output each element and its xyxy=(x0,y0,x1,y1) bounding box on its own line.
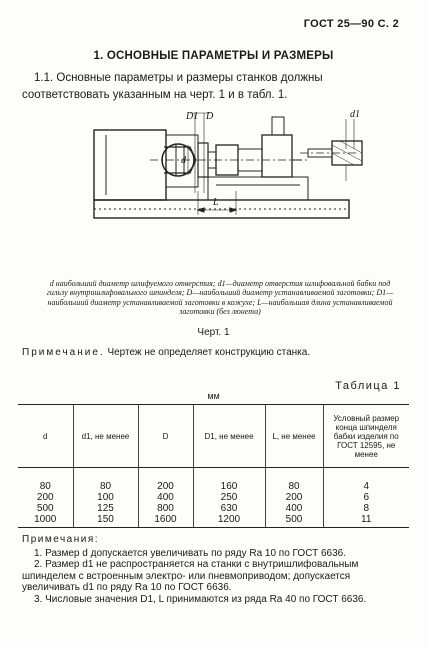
table-row xyxy=(18,503,409,514)
intro-paragraph: 1.1. Основные параметры и размеры станков должны соответствовать указанным на черт. 1 и в табл. 1. xyxy=(22,72,323,101)
table-cell: 200 xyxy=(138,468,193,493)
table-cell: 6 xyxy=(323,492,409,503)
table-cell: 800 xyxy=(138,503,193,514)
table-cell: 200 xyxy=(265,492,323,503)
table-cell: 200 xyxy=(36,492,54,503)
table-cell: 1200 xyxy=(193,514,265,528)
table-row xyxy=(18,468,409,493)
label-d1: d1 xyxy=(350,109,360,120)
note-item: 3. Числовые значения D1, L принимаются из ряда Ra 40 по ГОСТ 6636. xyxy=(34,593,367,605)
table-title: Таблица 1 xyxy=(335,380,401,392)
table-notes xyxy=(22,534,407,605)
drawing-note-label: Примечание. xyxy=(22,347,105,358)
header-d1: d1, не менее xyxy=(73,405,138,468)
table-cell: 500 xyxy=(265,514,323,528)
note-item: 2. Размер d1 не распространяется на станки с внутришлифовальным шпинделем с встроенным электро- или пневмоприводом; допускается увеличивать d1 по ряду Ra 10 по ГОСТ 6636. xyxy=(22,559,359,593)
table-cell: 250 xyxy=(193,492,265,503)
parameters-table xyxy=(18,404,409,528)
table-cell: 500 xyxy=(36,503,54,514)
label-d: d xyxy=(181,155,186,166)
table-cell: 80 xyxy=(39,481,51,492)
table-cell: 80 xyxy=(265,468,323,493)
page-header: ГОСТ 25—90 С. 2 xyxy=(303,18,399,30)
table-header-row xyxy=(18,405,409,468)
table-cell: 100 xyxy=(73,492,138,503)
table-cell: 630 xyxy=(193,503,265,514)
table-cell: 125 xyxy=(73,503,138,514)
machine-drawing xyxy=(40,105,380,250)
label-D1: D1 xyxy=(186,111,199,122)
note-item: 1. Размер d допускается увеличивать по ряду Ra 10 по ГОСТ 6636. xyxy=(34,547,346,559)
headstock-cabinet xyxy=(94,130,166,200)
drawing-note xyxy=(22,347,310,358)
table-cell: 1600 xyxy=(138,514,193,528)
table-cell: 80 xyxy=(73,468,138,493)
table-units: мм xyxy=(207,391,220,401)
header-D1: D1, не менее xyxy=(193,405,265,468)
label-L: L xyxy=(213,197,219,208)
table-cell: 8 xyxy=(323,503,409,514)
header-d: d xyxy=(18,405,73,468)
table-cell: 11 xyxy=(323,514,409,528)
notes-title: Примечания: xyxy=(22,534,100,545)
figure-legend: d наибольший диаметр шлифуемого отверстия; d1—диаметр отверстия шлифовальной бабки под гильзу внутришлифовального шпинделя; D—наибольший диаметр устанавливаемой заготовки; D1—наибольший диаметр устанавливаемой заготовки в кожухе; L—наибольшая длина устанавливаемой заготовки (без люнета) xyxy=(46,279,394,316)
figure-caption: Черт. 1 xyxy=(197,327,230,338)
section-title: 1. ОСНОВНЫЕ ПАРАМЕТРЫ И РАЗМЕРЫ xyxy=(93,50,334,62)
header-spindle-end: Условный размер конца шпинделя бабки изделия по ГОСТ 12595, не менее xyxy=(323,405,409,468)
table-cell: 150 xyxy=(73,514,138,528)
table-cell: 400 xyxy=(138,492,193,503)
table-cell: 160 xyxy=(193,468,265,493)
header-L: L, не менее xyxy=(265,405,323,468)
table-cell: 400 xyxy=(265,503,323,514)
table-cell: 4 xyxy=(323,468,409,493)
header-D: D xyxy=(138,405,193,468)
drawing-note-text: Чертеж не определяет конструкцию станка. xyxy=(104,347,311,358)
table-cell: 1000 xyxy=(18,514,73,528)
label-D: D xyxy=(206,111,214,122)
table-row xyxy=(18,492,409,503)
table-row xyxy=(18,514,409,528)
